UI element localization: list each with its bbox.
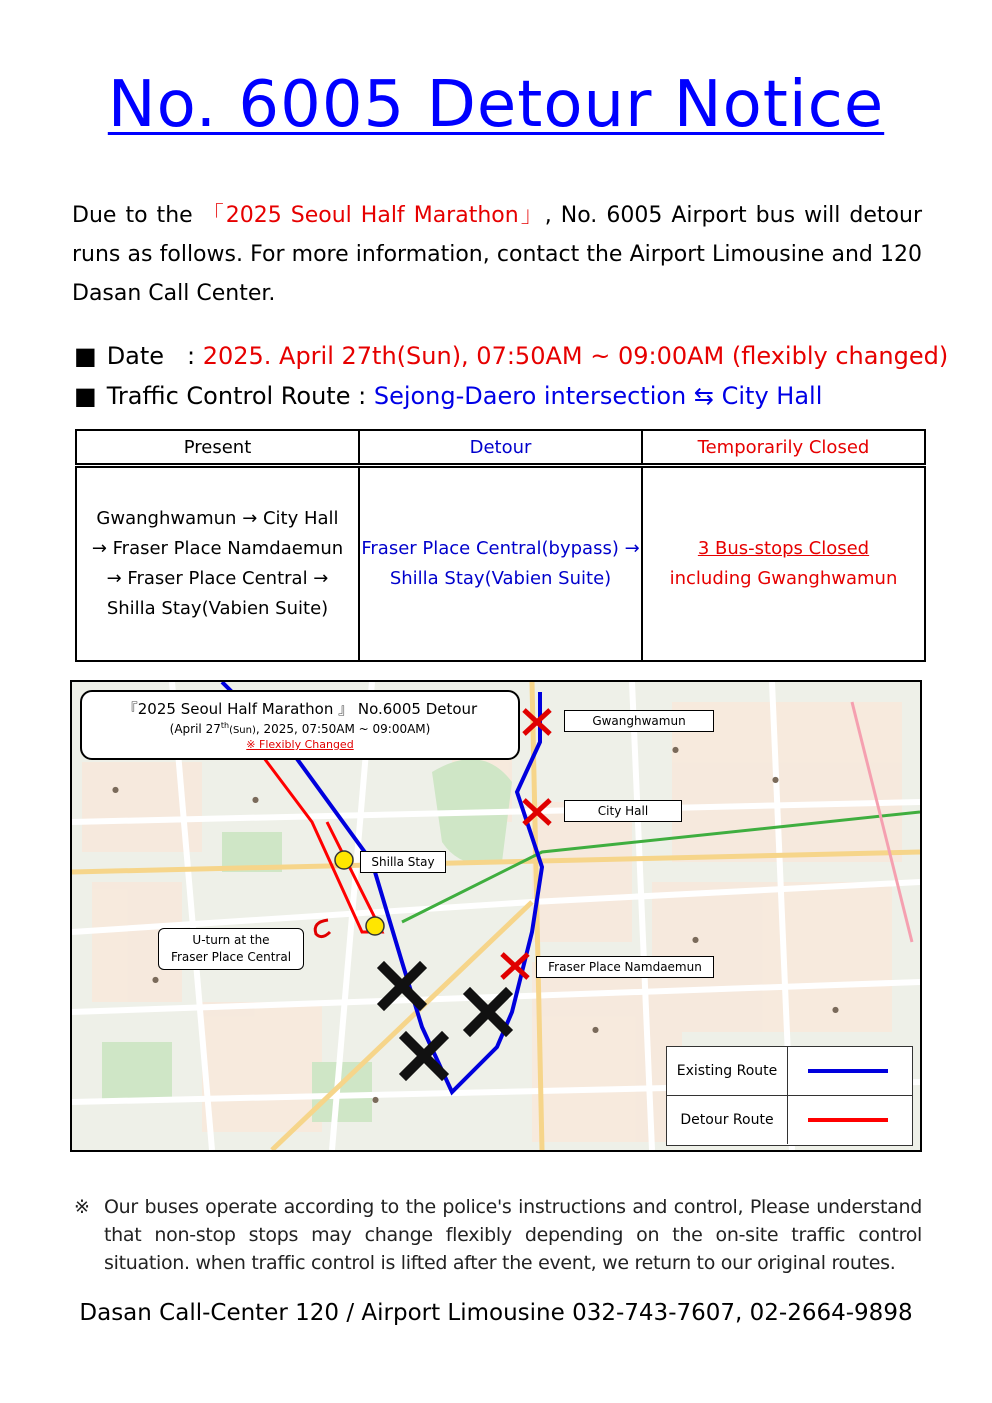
present-line: → Fraser Place Namdaemun: [91, 538, 344, 559]
closed-line: including Gwanghwamun: [669, 568, 898, 589]
present-line: Gwanghwamun → City Hall: [96, 508, 339, 529]
route-map: [70, 680, 922, 1152]
svg-text:●: ●: [592, 1025, 599, 1034]
date-value: 2025. April 27th(Sun), 07:50AM ~ 09:00AM (flexibly changed): [202, 342, 949, 370]
date-label: Date: [106, 342, 165, 370]
label-gwanghwamun: Gwanghwamun: [564, 710, 714, 732]
svg-text:●: ●: [832, 1005, 839, 1014]
map-title-box: [80, 690, 520, 760]
bus-stop-icon: [335, 851, 353, 869]
svg-text:●: ●: [672, 745, 679, 754]
map-legend: [666, 1046, 913, 1146]
legend-existing-label: Existing Route: [667, 1047, 788, 1096]
event-name: 「2025 Seoul Half Marathon」: [201, 203, 545, 228]
legend-existing-line: [808, 1069, 888, 1073]
svg-text:●: ●: [112, 785, 119, 794]
svg-text:●: ●: [772, 775, 779, 784]
intro-paragraph: [72, 196, 922, 313]
closed-cell: [642, 466, 925, 662]
traffic-sep: :: [350, 382, 374, 410]
detour-line: Fraser Place Central(bypass) →: [361, 538, 640, 559]
legend-detour-swatch: [788, 1096, 912, 1144]
label-fraser-namdaemun: Fraser Place Namdaemun: [536, 956, 714, 978]
header-present: Present: [76, 430, 359, 466]
map-box-title: 『2025 Seoul Half Marathon 』 No.6005 Detour: [122, 700, 478, 718]
header-closed: Temporarily Closed: [642, 430, 925, 466]
traffic-label: Traffic Control Route: [106, 382, 351, 410]
legend-existing-swatch: [788, 1047, 912, 1096]
svg-text:●: ●: [152, 975, 159, 984]
date-line: [74, 342, 948, 370]
detour-line: Shilla Stay(Vabien Suite): [389, 568, 612, 589]
legend-detour-line: [808, 1118, 888, 1122]
map-box-date-post: , 2025, 07:50AM ~ 09:00AM): [255, 722, 431, 736]
present-cell: [76, 466, 359, 662]
label-shilla-stay: Shilla Stay: [360, 851, 446, 873]
square-bullet-icon: ■: [74, 342, 97, 370]
svg-text:●: ●: [692, 935, 699, 944]
present-line: Shilla Stay(Vabien Suite): [106, 598, 329, 619]
traffic-value: Sejong-Daero intersection ⇆ City Hall: [373, 382, 823, 410]
legend-detour-label: Detour Route: [667, 1096, 788, 1144]
closed-line: 3 Bus-stops Closed: [697, 538, 870, 559]
reference-mark-icon: ※: [74, 1196, 90, 1218]
map-box-date-small: (Sun): [229, 725, 256, 736]
notice-note: [74, 1193, 922, 1277]
page-title: No. 6005 Detour Notice: [107, 68, 885, 142]
intro-before: Due to the: [72, 203, 202, 228]
intro-after: , No. 6005 Airport bus will detour runs as follows. For more information, contact the Airport Limousine and 120 Dasan Call Center.: [72, 203, 923, 306]
traffic-control-line: [74, 382, 822, 410]
present-line: → Fraser Place Central →: [106, 568, 329, 589]
label-uturn: [158, 928, 304, 970]
map-box-date-sup: th: [220, 721, 230, 730]
bus-stop-icon: [366, 917, 384, 935]
svg-text:●: ●: [372, 1095, 379, 1104]
contact-info: Dasan Call-Center 120 / Airport Limousine 032-743-7607, 02-2664-9898: [79, 1300, 913, 1326]
svg-text:●: ●: [252, 795, 259, 804]
map-box-date: [82, 721, 518, 736]
label-uturn-line1: U-turn at the: [192, 933, 270, 947]
note-text: Our buses operate according to the police's instructions and control, Please understand that non-stop stops may change flexibly depending on the on-site traffic control situation. when traffic control is lifted after the event, we return to our original routes.: [104, 1196, 922, 1274]
header-detour: Detour: [359, 430, 642, 466]
map-box-note: ※ Flexibly Changed: [246, 738, 354, 751]
route-table: [75, 429, 926, 662]
label-uturn-line2: Fraser Place Central: [170, 950, 292, 964]
date-sep: :: [179, 342, 196, 370]
detour-cell: [359, 466, 642, 662]
square-bullet-icon: ■: [74, 382, 97, 410]
label-city-hall: City Hall: [564, 800, 682, 822]
map-box-date-pre: (April 27: [169, 722, 221, 736]
